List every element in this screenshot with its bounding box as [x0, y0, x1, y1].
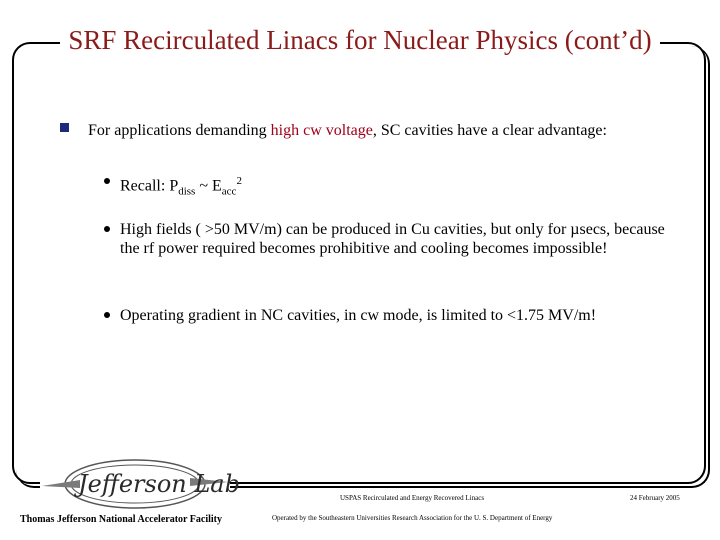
recall-prefix: Recall: P	[120, 177, 179, 195]
main-point-suffix: , SC cavities have a clear advantage:	[372, 122, 607, 139]
recall-sup: 2	[236, 175, 242, 187]
round-bullet-icon	[104, 312, 110, 318]
footer-date: 24 February 2005	[630, 494, 680, 502]
sub-point-operating: Operating gradient in NC cavities, in cw mode, is limited to <1.75 MV/m!	[120, 307, 597, 324]
slide-frame	[12, 42, 706, 484]
main-point-prefix: For applications demanding	[88, 122, 271, 139]
sub-point-high-fields: High fields ( >50 MV/m) can be produced in Cu cavities, but only for µsecs, because the rf power required becomes prohibitive and cooling becomes impossible!	[120, 221, 665, 257]
recall-mid: ~ E	[195, 177, 222, 195]
square-bullet-icon	[60, 123, 69, 132]
slide-title: SRF Recirculated Linacs for Nuclear Physics (cont’d)	[0, 22, 720, 58]
round-bullet-icon	[104, 178, 110, 184]
round-bullet-icon	[104, 226, 110, 232]
sub-point-recall	[120, 172, 680, 202]
footer-operated-by: Operated by the Southeastern Universities Research Association for the U. S. Department of Energy	[272, 514, 553, 522]
recall-sub-acc: acc	[221, 185, 237, 198]
main-point	[88, 121, 607, 141]
main-point-highlight: high cw voltage	[270, 122, 373, 139]
recall-sub-diss: diss	[178, 185, 196, 198]
logo-text: Jefferson Lab	[78, 470, 240, 498]
footer-lab-name: Thomas Jefferson National Accelerator Facility	[20, 514, 222, 525]
footer-course: USPAS Recirculated and Energy Recovered Linacs	[340, 494, 485, 502]
